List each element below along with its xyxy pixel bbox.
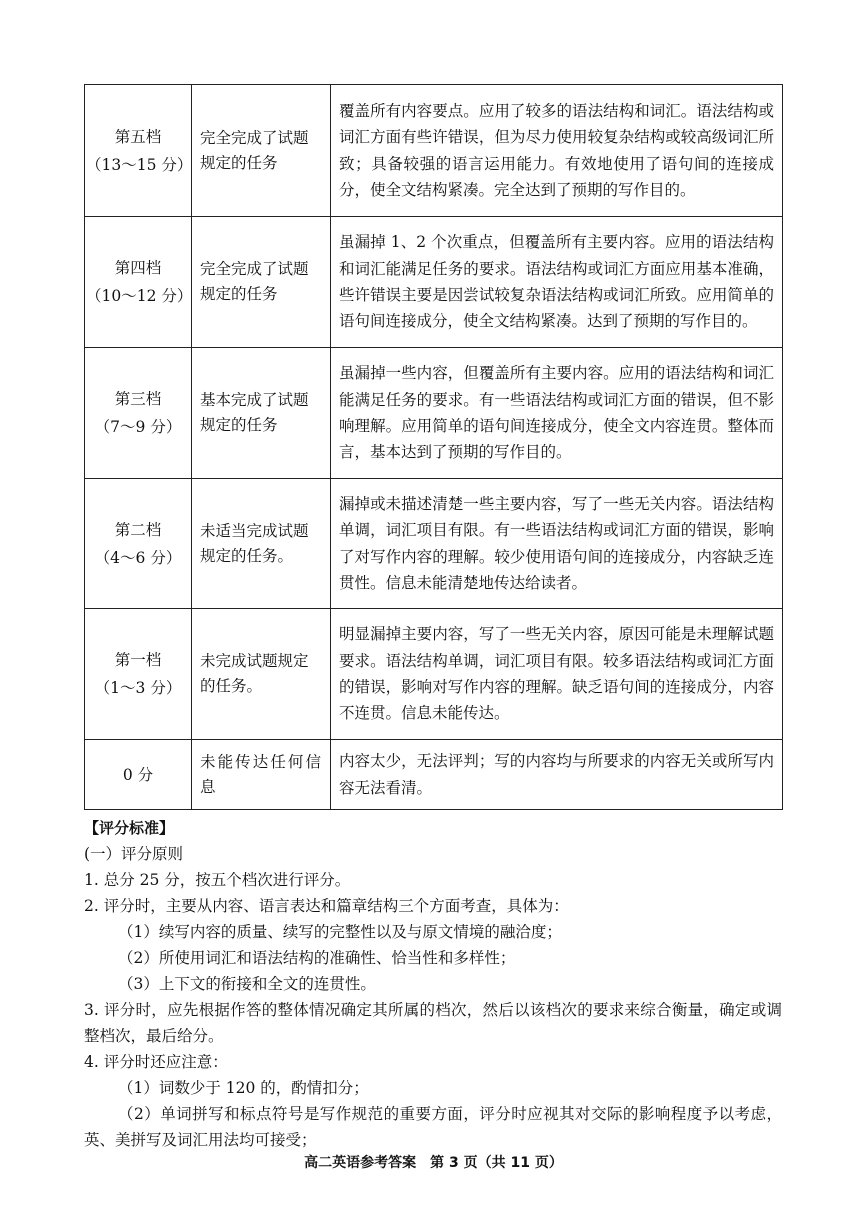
subsection-title: (一）评分原则 (84, 845, 184, 863)
scoring-standards (84, 815, 782, 1153)
level-cell (85, 740, 192, 810)
table-row (85, 348, 783, 479)
level-cell (85, 217, 192, 348)
rule-item: 3. 评分时，应先根据作答的整体情况确定其所属的档次，然后以该档次的要求来综合衡量，确定或调整档次，最后给分。 (84, 1001, 782, 1045)
task-cell: 未完成试题规定的任务。 (192, 609, 331, 740)
level-cell (85, 348, 192, 479)
level-name: 第二档 (114, 520, 162, 539)
level-score: （13～15 分） (86, 155, 193, 174)
description-cell: 虽漏掉 1、2 个次重点，但覆盖所有主要内容。应用的语法结构和词汇能满足任务的要求。语法结构或词汇方面应用基本准确，些许错误主要是因尝试较复杂语法结构或词汇所致。应用简单的语句间连接成分，使全文结构紧凑。达到了预期的写作目的。 (331, 217, 783, 348)
level-name: 第五档 (114, 127, 162, 146)
description-cell: 覆盖所有内容要点。应用了较多的语法结构和词汇。语法结构或词汇方面有些许错误，但为尽力使用较复杂结构或较高级词汇所致；具备较强的语言运用能力。有效地使用了语句间的连接成分，使全文结构紧凑。完全达到了预期的写作目的。 (331, 85, 783, 217)
table-row (85, 740, 783, 810)
rule-item: 4. 评分时还应注意： (84, 1053, 228, 1071)
level-score: （10～12 分） (86, 287, 193, 305)
section-heading: 【评分标准】 (84, 819, 175, 837)
description-cell: 内容太少，无法评判；写的内容均与所要求的内容无关或所写内容无法看清。 (331, 740, 783, 810)
table-row (85, 85, 783, 217)
level-cell (85, 609, 192, 740)
task-cell: 未能传达任何信息 (192, 740, 331, 810)
task-cell: 未适当完成试题规定的任务。 (192, 479, 331, 609)
rule-item: 1. 总分 25 分，按五个档次进行评分。 (84, 871, 351, 889)
task-cell: 完全完成了试题规定的任务 (192, 85, 331, 217)
level-name: 0 分 (122, 765, 154, 784)
level-score: （4～6 分） (94, 548, 182, 567)
rule-subitem: （2）单词拼写和标点符号是写作规范的重要方面，评分时应视其对交际的影响程度予以考虑，英、美拼写及词汇用法均可接受； (84, 1105, 782, 1149)
table-row (85, 609, 783, 740)
description-cell: 明显漏掉主要内容，写了一些无关内容，原因可能是未理解试题要求。语法结构单调，词汇项目有限。较多语法结构或词汇方面的错误，影响对写作内容的理解。缺乏语句间的连接成分，内容不连贯。信息未能传达。 (331, 609, 783, 740)
table-row (85, 479, 783, 609)
level-name: 第四档 (114, 259, 162, 277)
task-cell: 完全完成了试题规定的任务 (192, 217, 331, 348)
task-cell: 基本完成了试题规定的任务 (192, 348, 331, 479)
description-cell: 虽漏掉一些内容，但覆盖所有主要内容。应用的语法结构和词汇能满足任务的要求。有一些语法结构或词汇方面的错误，但不影响理解。应用简单的语句间连接成分，使全文内容连贯。整体而言，基本达到了预期的写作目的。 (331, 348, 783, 479)
rule-subitem: （2）所使用词汇和语法结构的准确性、恰当性和多样性； (118, 949, 516, 967)
page-footer: 高二英语参考答案 第 3 页（共 11 页） (304, 1155, 563, 1171)
level-score: （7～9 分） (94, 418, 182, 436)
description-cell: 漏掉或未描述清楚一些主要内容，写了一些无关内容。语法结构单调，词汇项目有限。有一些语法结构或词汇方面的错误，影响了对写作内容的理解。较少使用语句间的连接成分，内容缺乏连贯性。信息未能清楚地传达给读者。 (331, 479, 783, 609)
level-name: 第一档 (114, 651, 162, 669)
level-score: （1～3 分） (94, 679, 182, 697)
level-name: 第三档 (114, 390, 162, 408)
rule-subitem: （1）词数少于 120 的，酌情扣分； (118, 1079, 369, 1097)
rule-item: 2. 评分时，主要从内容、语言表达和篇章结构三个方面考查，具体为： (84, 897, 569, 915)
rule-subitem: （3）上下文的衔接和全文的连贯性。 (118, 975, 376, 993)
table-row (85, 217, 783, 348)
rule-subitem: （1）续写内容的质量、续写的完整性以及与原文情境的融洽度； (118, 923, 562, 941)
grading-table (84, 84, 783, 810)
level-cell (85, 479, 192, 609)
level-cell (85, 85, 192, 217)
